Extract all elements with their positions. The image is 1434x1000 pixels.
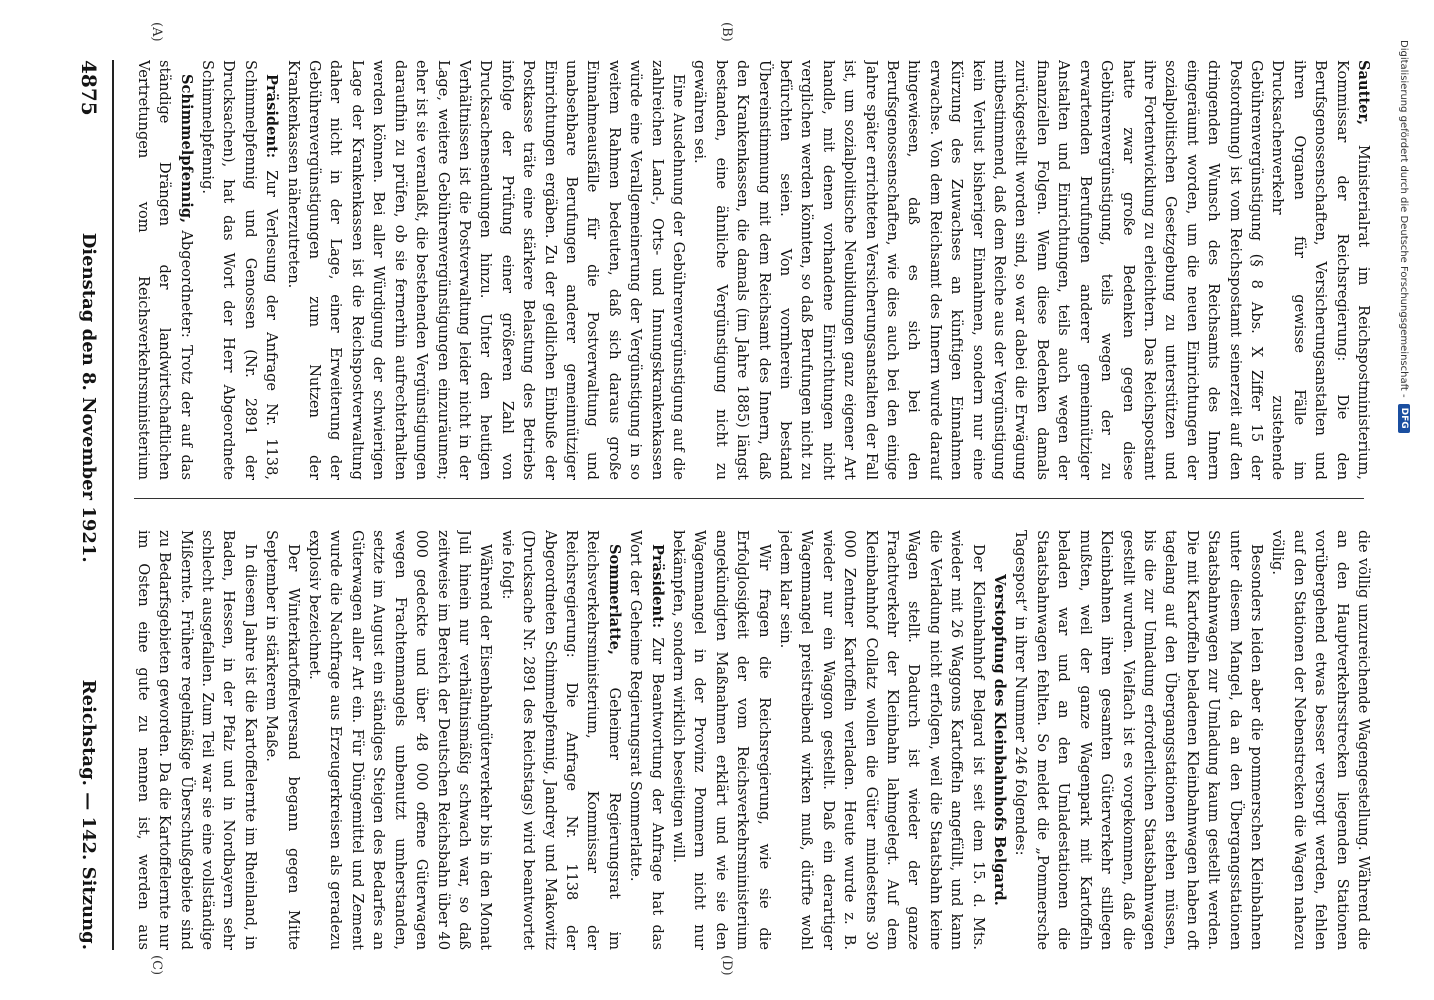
speech-text: Abgeordneter: Trotz der auf das ständige Drängen der landwirtschaftlichen Vertretungen vom Reichsverkehrsministerium xyxy=(134,60,195,480)
page-number: 4875 xyxy=(77,60,101,116)
speech-paragraph xyxy=(134,60,197,480)
speech-paragraph xyxy=(197,60,283,480)
speech-paragraph xyxy=(625,530,668,950)
right-text-column xyxy=(134,530,1374,950)
watermark-text: Digitalisierung gefördert durch die Deutsche Forschungsgemeinschaft - xyxy=(1398,40,1410,398)
speaker-name: Sommerlatte, xyxy=(605,544,623,655)
speaker-name: Sautter, xyxy=(1355,60,1372,126)
speech-text: Ministerialrat im Reichspostministerium, Kommissar der Reichsregierung: Die den Berufsgenossenschaften, Versicherungsanstalten und ihren Organen für gewisse Fälle im Drucksachenverkehr zustehende Gebührenvergünstigung (§ 8 Abs. X Ziffer 15 der Postordnung) ist vom Reichspostamt seinerzeit auf den dringenden Wunsch des Reichsamts des Innern eingeräumt worden, um die neuen Einrichtungen der sozialpolitischen Gesetzgebung zu unterstützen und ihre Fortentwicklung zu erleichtern. Das Reichspostamt hatte zwar große Bedenken gegen diese Gebührenvergünstigung, teils wegen der zu erwartenden Berufungen anderer gemeinnütziger Anstalten und Einrichtungen, teils auch wegen der finanziellen Folgen. Wenn diese Bedenken damals zurückgestellt worden sind, so war dabei die Erwägung mitbestimmend, daß dem Reiche aus der Vergünstigung kein Verlust bisheriger Einnahmen, sondern nur eine Kürzung des Zuwachses an künftigen Einnahmen erwachse. Von dem Reichsamt des Innern wurde darauf hingewiesen, daß es sich bei den Berufsgenossenschaften, wie dies auch bei den einige Jahre später errichteten Versicherungsanstalten der Fall ist, um sozialpolitische Neubildungen ganz eigener Art handle, mit denen vorhandene Einrichtungen nicht verglichen werden könnten, so daß Berufungen nicht zu befürchten seien. Von vornherein bestand Übereinstimmung mit dem Reichsamt des Innern, daß den Krankenkassen, die damals (im Jahre 1885) längst bestanden, eine ähnliche Vergünstigung nicht zu gewähren sei. xyxy=(691,60,1372,480)
speech-text: Zur Beantwortung der Anfrage hat das Wort der Geheime Regierungsrat Sommerlatte. xyxy=(627,530,666,950)
text-paragraph: Besonders leiden aber die pommerschen Kleinbahnen unter diesem Mangel, da an den Übergangsstationen Staatsbahnwagen zur Umladung kaum gestellt werden. Die mit Kartoffeln beladenen Kleinbahnwagen haben oft tagelang auf den Übergangsstationen stehen müssen, bis die zur Umladung erforderlichen Staatsbahnwagen gestellt wurden. Vielfach ist es vorgekommen, daß die Kleinbahnen ihren gesamten Güterverkehr stillegen mußten, weil der ganze Wagenpark mit Kartoffeln beladen war und an den Umladestationen die Staatsbahnwagen fehlten. So meldet die „Pommersche Tagespost“ in ihrer Nummer 246 folgendes: xyxy=(1012,530,1265,950)
header-rule xyxy=(112,60,114,950)
header-title: Reichstag. — 142. Sitzung. xyxy=(78,679,100,950)
text-paragraph: die völlig unzureichende Wagengestellung. Während die an den Hauptverkehrsstrecken liegenden Stationen vorübergehend etwas besser versorgt werden, fehlen auf den Stationen der Nebenstrecken die Wagen nahezu völlig. xyxy=(1269,530,1372,950)
margin-letter-b: (B) xyxy=(719,22,734,42)
text-paragraph: Der Kleinbahnhof Belgard ist seit dem 15. d. Mts. wieder mit 26 Waggons Kartoffeln angefüllt, und kann die Verladung nicht erfolgen, weil die Staatsbahn keine Wagen stellt. Dadurch ist wieder der ganze Frachtverkehr der Kleinbahn lahmgelegt. Auf dem Kleinbahnhof Collatz wollen die Güter mindestens 30 000 Zentner Kartoffeln verladen. Heute wurde z. B. wieder nur ein Waggon gestellt. Daß ein derartiger Wagenmangel preistreibend wirken muß, dürfte wohl jedem klar sein. xyxy=(777,530,987,950)
speaker-name: Präsident: xyxy=(648,544,666,629)
margin-letter-c: (C) xyxy=(149,955,164,976)
speaker-name: Präsident: xyxy=(263,74,281,159)
text-paragraph: In diesem Jahre ist die Kartoffelernte im Rheinland, in Baden, Hessen, in der Pfalz und in Nordbayern sehr schlecht ausgefallen. Zum Teil war sie eine vollständige Mißernte. Frühere regelmäßige Überschußgebiete sind zu Bedarfsgebieten geworden. Da die Kartoffelernte nur im Osten eine gute zu nennen ist, werden aus xyxy=(134,530,259,950)
page-header xyxy=(69,60,109,950)
dfg-logo: DFG xyxy=(1398,404,1410,433)
text-paragraph: Während der Eisenbahngüterverkehr bis in den Monat Juli hinein nur verhältnismäßig schwach war, so daß zeitweise im Bereich der Deutschen Reichsbahn über 40 000 gedeckte und über 48 000 offene Güterwagen wegen Frachtenmangels unbenutzt umherstanden, setzte im August ein ständiges Steigen des Bedarfes an Güterwagen aller Art ein. Für Düngemittel und Zement wurde die Nachfrage aus Erzeugerkreisen als geradezu explosiv bezeichnet. xyxy=(306,530,495,950)
margin-letter-d: (D) xyxy=(719,955,734,976)
speech-text: Zur Verlesung der Anfrage Nr. 1138, Schimmelpfennig und Genossen (Nr. 2891 der Drucksachen), hat das Wort der Herr Abgeordnete Schimmelpfennig. xyxy=(199,60,281,480)
speech-paragraph xyxy=(689,60,1374,480)
text-paragraph: Wir fragen die Reichsregierung, wie sie die Erfolglosigkeit der vom Reichsverkehrsministerium angekündigten Maßnahmen erklärt und wie sie den Wagenmangel in der Provinz Pommern nicht nur bekämpfen, sondern wirklich beseitigen will. xyxy=(670,530,773,950)
column-divider xyxy=(134,498,1364,499)
digitization-watermark xyxy=(1394,40,1414,940)
section-heading: Verstopfung des Kleinbahnhofs Belgard. xyxy=(991,574,1009,906)
speech-paragraph xyxy=(496,530,624,950)
left-text-column xyxy=(134,60,1374,480)
text-paragraph: Eine Ausdehnung der Gebührenvergünstigung auf die zahlreichen Land-, Orts- und Innungskrankenkassen würde eine Verallgemeinerung der Vergünstigung in so weitem Rahmen bedeuten, daß sich daraus große Einnahmeausfälle für die Postverwaltung und unabsehbare Berufungen anderer gemeinnütziger Einrichtungen ergäben. Zu der geldlichen Einbuße der Postkasse träte eine stärkere Belastung des Betriebs infolge der Prüfung einer größeren Zahl von Drucksachensendungen hinzu. Unter den heutigen Verhältnissen ist die Postverwaltung leider nicht in der Lage, weitere Gebührenvergünstigungen einzuräumen; eher ist sie veranlaßt, die bestehenden Vergünstigungen daraufhin zu prüfen, ob sie fernerhin aufrechterhalten werden können. Bei aller Würdigung der schwierigen Lage der Krankenkassen ist die Reichspostverwaltung daher nicht in der Lage, einer Erweiterung der Gebührenvergünstigungen zum Nutzen der Krankenkassen näherzutreten. xyxy=(284,60,687,480)
text-paragraph: Der Winterkartoffelversand begann gegen Mitte September in stärkerem Maße. xyxy=(263,530,302,950)
header-date: Dienstag den 8. November 1921. xyxy=(78,232,100,563)
speech-text: Geheimer Regierungsrat im Reichsverkehrsministerium, Kommissar der Reichsregierung: Die Anfrage Nr. 1138 der Abgeordneten Schimmelpfennig, Jandrey und Makowitz (Drucksache Nr. 2891 des Reichstags) wird beantwortet wie folgt: xyxy=(498,530,623,950)
speaker-name: Schimmelpfennig, xyxy=(177,74,195,224)
margin-letter-a: (A) xyxy=(149,22,164,42)
